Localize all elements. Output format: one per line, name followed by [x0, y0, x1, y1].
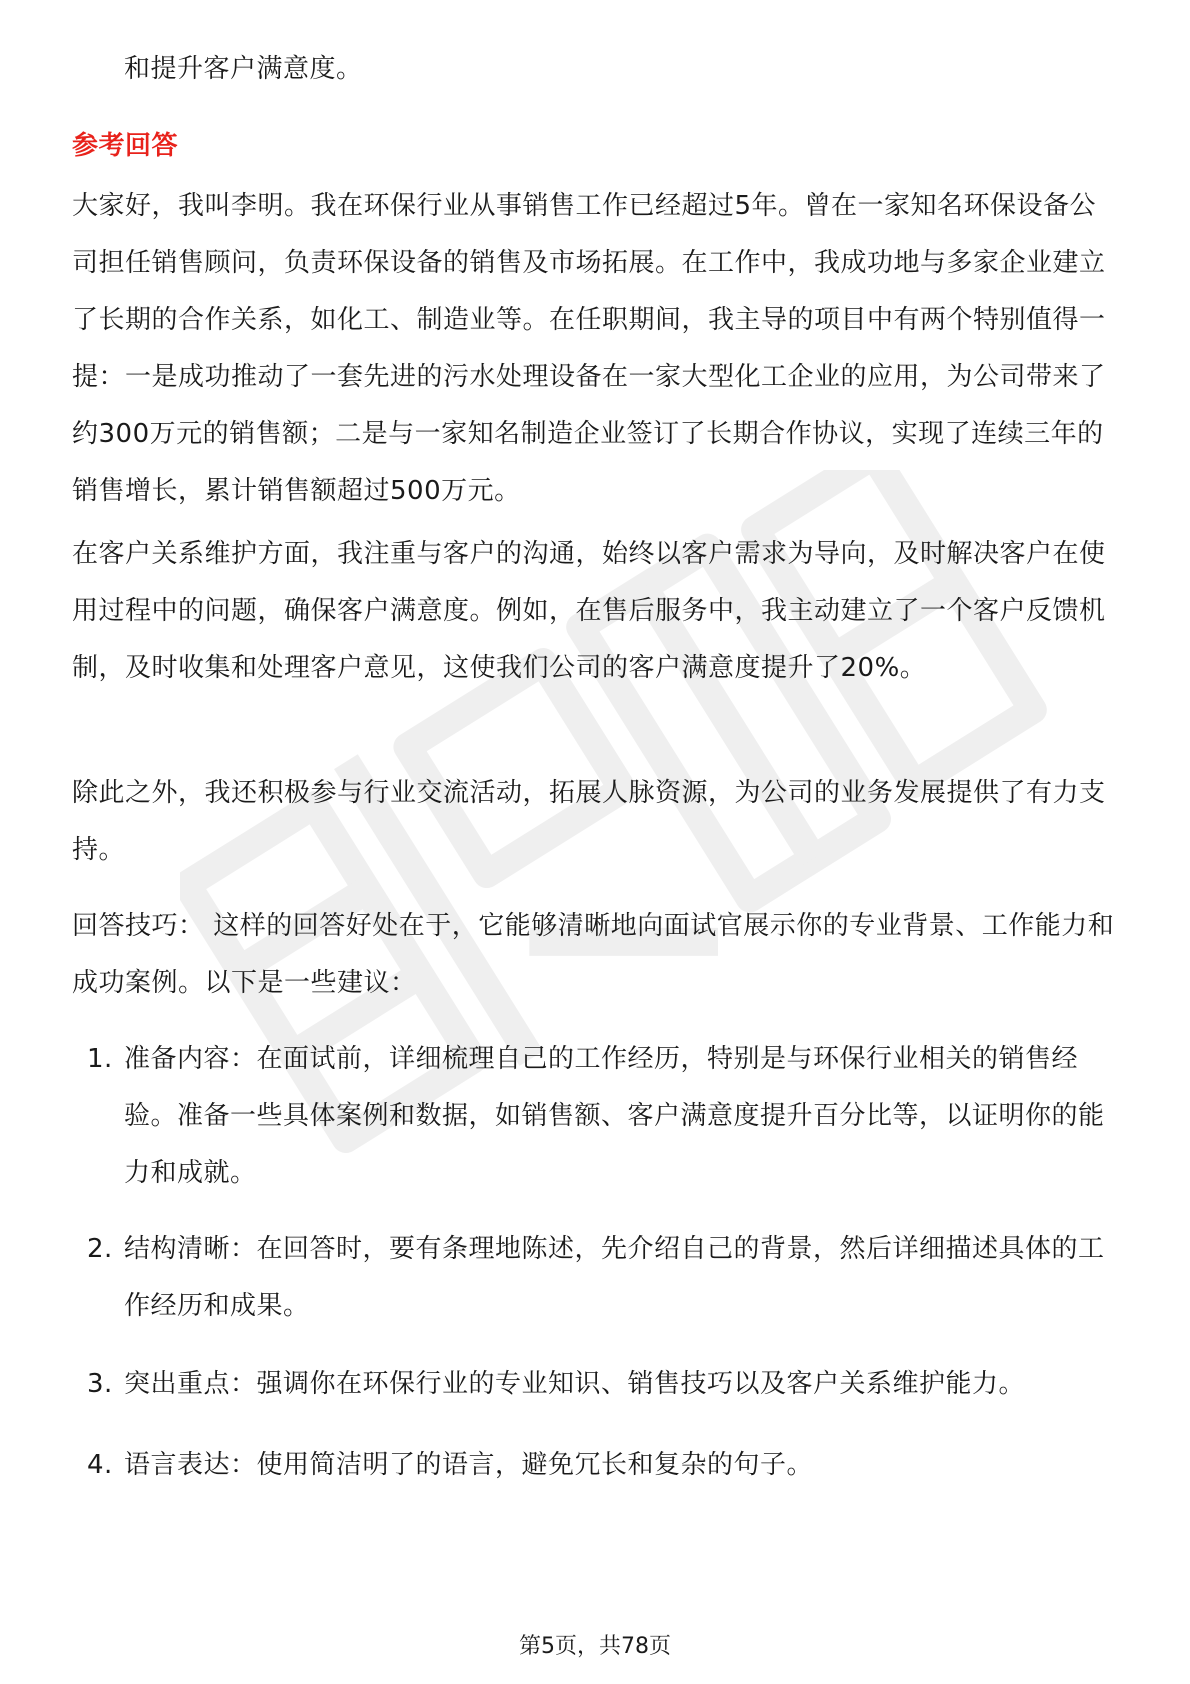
section-heading: 参考回答 [72, 131, 179, 161]
continuation-line: 和提升客户满意度。 [124, 54, 363, 84]
list-item-number: 1. [87, 1044, 113, 1074]
list-item-text: 准备内容：在面试前，详细梳理自己的工作经历，特别是与环保行业相关的销售经验。准备一些具体案例和数据，如销售额、客户满意度提升百分比等，以证明你的能力和成就。 [124, 1044, 1105, 1188]
list-item-number: 2. [87, 1234, 113, 1264]
list-item-text: 语言表达：使用简洁明了的语言，避免冗长和复杂的句子。 [124, 1450, 814, 1480]
answer-paragraph-3: 除此之外，我还积极参与行业交流活动，拓展人脉资源，为公司的业务发展提供了有力支持。 [72, 778, 1106, 865]
list-item-number: 4. [87, 1450, 113, 1480]
answer-paragraph-1: 大家好，我叫李明。我在环保行业从事销售工作已经超过5年。曾在一家知名环保设备公司担任销售顾问，负责环保设备的销售及市场拓展。在工作中，我成功地与多家企业建立了长期的合作关系，如化工、制造业等。在任职期间，我主导的项目中有两个特别值得一提：一是成功推动了一套先进的污水处理设备在一家大型化工企业的应用，为公司带来了约300万元的销售额；二是与一家知名制造企业签订了长期合作协议，实现了连续三年的销售增长，累计销售额超过500万元。 [72, 191, 1106, 506]
answer-paragraph-2: 在客户关系维护方面，我注重与客户的沟通，始终以客户需求为导向，及时解决客户在使用过程中的问题，确保客户满意度。例如，在售后服务中，我主动建立了一个客户反馈机制，及时收集和处理客户意见，这使我们公司的客户满意度提升了20%。 [72, 539, 1106, 683]
tips-paragraph: 回答技巧： 这样的回答好处在于，它能够清晰地向面试官展示你的专业背景、工作能力和成功案例。以下是一些建议： [72, 911, 1115, 998]
page-number-footer: 第5页，共78页 [519, 1634, 671, 1659]
list-item-text: 突出重点：强调你在环保行业的专业知识、销售技巧以及客户关系维护能力。 [124, 1369, 1026, 1399]
list-item-number: 3. [87, 1369, 113, 1399]
list-item-text: 结构清晰：在回答时，要有条理地陈述，先介绍自己的背景，然后详细描述具体的工作经历和成果。 [124, 1234, 1105, 1321]
